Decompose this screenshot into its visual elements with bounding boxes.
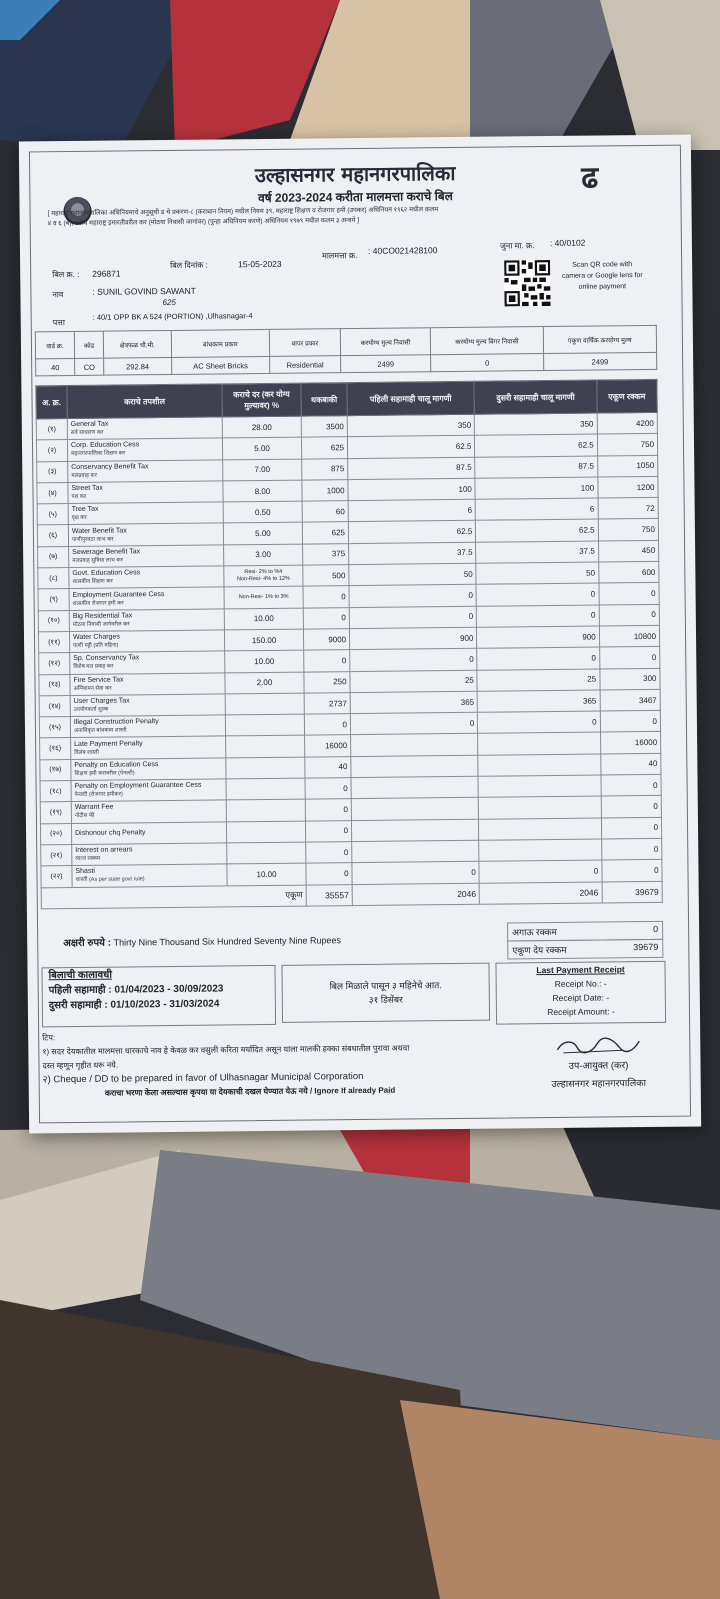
bill-date: 15-05-2023 — [238, 258, 282, 270]
second-half-period: दुसरी सहामाही : 01/10/2023 - 31/03/2024 — [48, 998, 220, 1012]
note-2: २) Cheque / DD to be prepared in favor of Ulhasnagar Municipal Corporation — [42, 1070, 364, 1086]
tax-rate: 2.00 — [225, 672, 304, 694]
tax-rate — [226, 799, 305, 821]
tax-sr: (१५) — [39, 717, 70, 739]
tax-name-marathi: पाणीपुरवठा लाभ कर — [71, 536, 114, 543]
tax-arrears: 2737 — [304, 692, 350, 714]
payment-deadline — [281, 963, 490, 1023]
tax-first-half: 62.5 — [347, 436, 475, 459]
tax-name: Fire Service Tax — [73, 676, 124, 684]
tax-second-half: 0 — [478, 711, 600, 734]
tax-name-cell — [67, 438, 222, 461]
tax-name-cell — [71, 779, 226, 802]
note-3: कराचा भरणा केला असल्यास कृपया या देयकाची दखल घेण्यात येऊ नये / Ignore If already Paid — [104, 1085, 396, 1098]
tax-name-cell — [68, 481, 223, 504]
receipt-date: Receipt Date: - — [552, 992, 610, 1004]
header-rate: कराचे दर (कर योग्य मुल्यावर) % — [222, 383, 301, 417]
tax-first-half: 100 — [348, 478, 476, 501]
tax-arrears: 250 — [304, 671, 350, 693]
tax-arrears: 9000 — [303, 629, 349, 651]
tax-sr: (१६) — [40, 738, 71, 760]
tax-name-cell — [71, 736, 226, 759]
header-area: क्षेत्रफळ चौ.मी. — [104, 330, 172, 358]
tax-first-half: 350 — [347, 414, 475, 437]
annual-value: 2499 — [543, 352, 657, 370]
tax-rate: 5.00 — [222, 437, 301, 459]
tax-arrears: 0 — [305, 820, 351, 842]
tax-sr: (१२) — [39, 653, 70, 675]
code: CO — [75, 358, 104, 375]
tax-name: Interest on arrears — [75, 846, 133, 855]
tax-name: Water Benefit Tax — [71, 527, 127, 535]
tax-rate: 5.00 — [223, 523, 302, 545]
tax-second-half: 0 — [476, 583, 598, 606]
period-title: बिलाची कालावधी — [48, 969, 112, 982]
tax-name-marathi: वृक्ष कर — [71, 515, 87, 522]
header-total: एकूण रक्कम — [596, 379, 657, 413]
tax-second-half: 37.5 — [476, 541, 598, 564]
tax-sr: (२०) — [40, 823, 71, 845]
tax-sr: (१४) — [39, 695, 70, 717]
property-no: : 40CO021428100 — [367, 245, 438, 256]
property-no-label: मालमत्ता क्र. — [321, 251, 358, 261]
tax-arrears: 500 — [303, 565, 349, 587]
tax-second-half: 87.5 — [475, 456, 597, 479]
tax-sr: (१०) — [38, 610, 69, 632]
bill-notes — [42, 1028, 410, 1102]
name-label: नाव — [52, 290, 64, 300]
total-label: एकूण — [41, 885, 306, 909]
amount-in-words — [63, 932, 341, 949]
tax-sr: (१८) — [40, 781, 71, 803]
tax-total: 0 — [602, 860, 663, 882]
tax-arrears: 0 — [304, 650, 350, 672]
total-second-half: 2046 — [479, 882, 601, 904]
tax-total: 1200 — [598, 476, 659, 498]
payable-label: एकूण देय रक्कम — [512, 944, 567, 956]
tax-total: 16000 — [600, 732, 661, 754]
corporation-logo-icon: ढ — [581, 161, 599, 195]
tax-rate — [225, 693, 304, 715]
tax-name-cell — [69, 609, 224, 632]
tax-rate — [226, 736, 305, 758]
header-second-half: दुसरी सहामाही चालू मागणी — [474, 380, 597, 414]
tax-rate: 10.00 — [225, 650, 304, 672]
payable-amount — [507, 939, 663, 960]
tax-first-half: 25 — [350, 670, 478, 693]
tax-first-half — [351, 755, 479, 778]
tax-first-half: 50 — [349, 563, 477, 586]
tax-rate — [227, 842, 306, 864]
tax-name: Late Payment Penalty — [74, 739, 143, 748]
tax-rate: 10.00 — [227, 863, 306, 885]
signatory-organization: उल्हासनगर महानगरपालिका — [551, 1078, 647, 1091]
tax-name-marathi: मलप्रवाह सुविधा लाभ कर — [72, 557, 123, 564]
tax-name-cell — [70, 672, 225, 695]
tax-arrears: 40 — [305, 756, 351, 778]
act-reference: [ महाराष्ट्र महानगरपालिका अधिनियमाचे अनुसूची ड चे प्रकरण-८ (कराधान नियम) मधील नियम ३९, महाराष्ट्र शिक्षण व रोजगार हमी (उपकर) अधिनियम १९६२ मधील कलम ४ व ६ (ब), तसेच महाराष्ट्र इमारतीवरील कर (मोठया निवासी जागांवर) (पुन्हा अधिनियम करणे) अधिनियम १९७९ मधील कलम ३ अन्वये ] — [47, 206, 439, 228]
tax-name-cell — [72, 864, 227, 887]
tax-total: 0 — [599, 647, 660, 669]
tax-name-cell — [72, 843, 227, 866]
tax-name-cell — [69, 630, 224, 653]
tax-name-marathi: शासकीय शिक्षण कर — [72, 578, 113, 586]
tax-rate: 8.00 — [223, 480, 302, 502]
tax-rate — [226, 778, 305, 800]
tax-rate: 7.00 — [223, 459, 302, 481]
tax-total: 0 — [601, 796, 662, 818]
tax-second-half — [478, 754, 600, 777]
tax-first-half — [351, 776, 479, 799]
bill-no: 296871 — [92, 268, 121, 279]
tax-name-marathi: व्याज रक्कम — [75, 855, 101, 863]
tax-name-marathi: मलप्रवाह कर — [71, 472, 97, 479]
tax-first-half: 900 — [349, 627, 477, 650]
notes-heading: टिप: — [42, 1033, 56, 1043]
header-first-half: पहिली सहामाही चालू मागणी — [347, 381, 475, 415]
tax-second-half — [479, 818, 601, 841]
property-tax-bill — [19, 135, 701, 1134]
total-arrears: 35557 — [306, 884, 352, 905]
corporation-title: उल्हासनगर महानगरपालिका — [254, 160, 456, 188]
tax-sr: (७) — [38, 546, 69, 568]
tax-arrears: 0 — [305, 778, 351, 800]
tax-name-cell — [68, 502, 223, 525]
first-half-period: पहिली सहामाही : 01/04/2023 - 30/09/2023 — [48, 983, 224, 997]
tax-total: 40 — [600, 753, 661, 775]
tax-name-cell — [69, 587, 224, 610]
bill-title: वर्ष 2023-2024 करीता मालमत्ता कराचे बिल — [257, 189, 453, 206]
tax-name-marathi: शिक्षण हमी करावरील (पेनल्टी) — [74, 770, 135, 777]
tax-name-cell — [67, 417, 222, 440]
tax-sr: (५) — [37, 504, 68, 526]
tax-name: Corp. Education Cess — [70, 441, 140, 450]
tax-sr: (११) — [38, 632, 69, 654]
tax-name: Sewerage Benefit Tax — [72, 548, 141, 556]
tax-total: 0 — [601, 774, 662, 796]
tax-name-cell — [71, 800, 226, 823]
advance-label: अगाऊ रक्कम — [512, 926, 557, 938]
tax-name-cell — [71, 822, 226, 845]
tax-second-half: 25 — [477, 669, 599, 692]
header-code: कोड — [74, 331, 103, 358]
tax-name: Tree Tax — [71, 506, 99, 514]
receipt-title: Last Payment Receipt — [536, 964, 625, 976]
header-nonresidential-value: करयोग्य मुल्य बिगर निवासी — [431, 327, 544, 355]
tax-arrears: 0 — [306, 842, 352, 864]
tax-second-half: 62.5 — [475, 434, 597, 457]
header-tax-details: कराचे तपशील — [67, 384, 222, 419]
tax-name-cell — [69, 545, 224, 568]
tax-sr: (६) — [37, 525, 68, 547]
advance-value: 0 — [653, 923, 659, 934]
tax-total: 0 — [599, 583, 660, 605]
deadline-line1: बिल मिळाले पासून ३ महिनेचे आत. — [329, 980, 442, 992]
handwritten-note: 625 — [162, 297, 176, 308]
tax-arrears: 375 — [303, 543, 349, 565]
tax-name: Illegal Construction Penalty — [73, 718, 159, 727]
tax-second-half: 6 — [475, 498, 597, 521]
area: 292.84 — [104, 357, 171, 375]
tax-second-half: 0 — [477, 605, 599, 628]
tax-total: 600 — [598, 561, 659, 583]
tax-sr: (३) — [37, 461, 68, 483]
header-construction: बांधकाम प्रकार — [171, 329, 270, 357]
tax-rate — [225, 714, 304, 736]
tax-rate — [226, 821, 305, 843]
tax-name-marathi: विशेष मल प्रवाह कर — [73, 663, 114, 671]
tax-name-marathi: पथ कर — [71, 493, 87, 501]
tax-name-marathi: अग्निशमन सेवा कर — [73, 685, 112, 692]
tax-name: Shasti — [75, 868, 95, 876]
tax-details-table — [35, 379, 662, 909]
tax-name-cell — [70, 651, 225, 674]
tax-arrears: 0 — [303, 607, 349, 629]
tax-total: 300 — [600, 668, 661, 690]
tax-sr: (१९) — [40, 802, 71, 824]
tax-total: 0 — [599, 604, 660, 626]
tax-total: 0 — [600, 711, 661, 733]
tax-rows — [36, 412, 662, 887]
tax-second-half: 900 — [477, 626, 599, 649]
tax-rate: 0.50 — [223, 501, 302, 523]
tax-name: Penalty on Employment Guarantee Cess — [74, 781, 202, 791]
receipt-amount: Receipt Amount: - — [547, 1006, 615, 1018]
tax-name-marathi: नोटीस फी — [74, 813, 95, 820]
payable-value: 39679 — [633, 941, 659, 953]
usage-type: Residential — [270, 356, 341, 374]
tax-second-half — [479, 839, 601, 862]
tax-first-half: 0 — [349, 585, 477, 608]
header-arrears: थकबाकी — [301, 383, 347, 416]
address: : 40/1 OPP BK A 524 (PORTION) ,Ulhasnagar-4 — [92, 311, 253, 322]
total-amount: 39679 — [602, 881, 663, 903]
tax-second-half: 50 — [476, 562, 598, 585]
tax-total: 72 — [598, 498, 659, 520]
tax-second-half: 100 — [475, 477, 597, 500]
tax-sr: (९) — [38, 589, 69, 611]
ward-no: 40 — [36, 358, 75, 375]
tax-name: Govt. Education Cess — [72, 569, 141, 578]
old-no: : 40/0102 — [549, 237, 586, 248]
tax-name-marathi: शास्ती (As per state govt rule) — [75, 876, 145, 884]
tax-name-marathi: सर्व साधारण कर — [70, 429, 104, 437]
tax-rate: 28.00 — [222, 416, 301, 438]
owner-name: : SUNIL GOVIND SAWANT — [92, 285, 196, 297]
tax-arrears: 625 — [302, 522, 348, 544]
tax-total: 10800 — [599, 625, 660, 647]
tax-arrears: 875 — [302, 458, 348, 480]
tax-arrears: 0 — [304, 714, 350, 736]
tax-name: Big Residential Tax — [72, 612, 133, 620]
tax-first-half: 0 — [350, 712, 478, 735]
tax-total: 750 — [597, 434, 658, 456]
total-first-half: 2046 — [352, 883, 480, 905]
tax-name: User Charges Tax — [73, 697, 130, 706]
tax-second-half: 0 — [477, 647, 599, 670]
tax-total: 750 — [598, 519, 659, 541]
tax-name-cell — [68, 523, 223, 546]
tax-first-half: 62.5 — [348, 521, 476, 544]
tax-sr: (१३) — [39, 674, 70, 696]
tax-name-marathi: शासकीय रोजगार हमी कर — [72, 599, 124, 607]
tax-name: Sp. Conservancy Tax — [73, 654, 140, 663]
tax-first-half: 87.5 — [348, 457, 476, 480]
words-value: Thirty Nine Thousand Six Hundred Seventy Nine Rupees — [113, 935, 342, 948]
tax-sr: (१७) — [40, 759, 71, 781]
tax-arrears: 0 — [306, 863, 352, 885]
property-details-table — [35, 325, 657, 377]
header-annual-value: एकूण वार्षिक करयोग्य मुल्य — [543, 325, 657, 353]
tax-rate: Resi- 2% to %4 Non-Resi- 4% to 12% — [224, 565, 303, 587]
tax-rate: 150.00 — [224, 629, 303, 651]
tax-rate: 10.00 — [224, 608, 303, 630]
tax-arrears: 1000 — [302, 480, 348, 502]
tax-arrears: 16000 — [305, 735, 351, 757]
tax-name: Penalty on Education Cess — [74, 761, 159, 769]
note-1-cont: दस्त म्हणून गृहीत धरू नये. — [42, 1060, 119, 1071]
tax-rate — [226, 757, 305, 779]
tax-name-marathi: पेनल्टी (रोजगार हमीकर) — [74, 791, 123, 799]
tax-name-marathi: विलंब शास्ती — [74, 749, 100, 756]
receipt-no: Receipt No.: - — [554, 978, 607, 989]
tax-name-marathi: उपयोगकर्ता शुल्क — [73, 706, 109, 714]
deadline-line2: ३१ डिसेंबर — [368, 994, 403, 1005]
tax-rate: Non-Resi- 1% to 3% — [224, 586, 303, 608]
tax-name-cell — [68, 460, 223, 483]
tax-first-half — [352, 840, 480, 863]
tax-first-half: 0 — [350, 649, 478, 672]
tax-name-cell — [69, 566, 224, 589]
tax-name: General Tax — [70, 420, 109, 429]
tax-arrears: 0 — [303, 586, 349, 608]
signature-icon — [553, 1035, 643, 1058]
signature-block — [528, 1035, 669, 1094]
construction-type: AC Sheet Bricks — [171, 356, 270, 374]
tax-total: 0 — [601, 838, 662, 860]
tax-name: Water Charges — [72, 633, 120, 642]
header-ward: वार्ड क्र. — [35, 331, 74, 358]
tax-first-half: 6 — [348, 499, 476, 522]
tax-second-half — [478, 732, 600, 755]
nonresidential-value: 0 — [431, 354, 543, 372]
tax-second-half: 365 — [477, 690, 599, 713]
header-usage: वापर प्रकार — [269, 329, 340, 357]
tax-name-marathi: अनाधिकृत बांधकाम शास्ती — [73, 727, 127, 735]
tax-sr: (२२) — [41, 866, 72, 888]
tax-arrears: 3500 — [301, 416, 347, 438]
tax-name: Conservancy Benefit Tax — [71, 462, 149, 471]
tax-name-cell — [71, 758, 226, 781]
tax-second-half: 62.5 — [476, 519, 598, 542]
tax-sr: (४) — [37, 482, 68, 504]
tax-sr: (८) — [38, 568, 69, 590]
tax-name-cell — [70, 715, 225, 738]
tax-name-marathi: महानगरपालिका शिक्षण कर — [71, 450, 126, 458]
qr-instruction: Scan QR code with camera or Google lens for online payment — [561, 261, 643, 291]
residential-value: 2499 — [340, 355, 431, 373]
last-payment-receipt — [495, 961, 666, 1025]
address-label: पत्ता — [52, 318, 65, 328]
tax-first-half — [351, 798, 479, 821]
tax-name-cell — [70, 694, 225, 717]
bill-period — [41, 965, 276, 1027]
tax-second-half: 0 — [479, 860, 601, 883]
tax-first-half: 0 — [352, 861, 480, 884]
tax-rate: 3.00 — [224, 544, 303, 566]
tax-sr: (२१) — [41, 844, 72, 866]
tax-first-half — [351, 819, 479, 842]
header-residential-value: करयोग्य मुल्य निवासी — [340, 328, 431, 356]
signatory-designation: उप-आयुक्त (कर) — [568, 1060, 629, 1072]
tax-name-marathi: मोठया निवासी जागेवरील कर — [72, 621, 130, 628]
words-label: अक्षरी रुपये : — [63, 937, 112, 950]
tax-second-half: 350 — [475, 413, 597, 436]
tax-first-half — [351, 734, 479, 757]
tax-second-half — [479, 796, 601, 819]
tax-name: Warrant Fee — [74, 804, 114, 812]
tax-first-half: 37.5 — [349, 542, 477, 565]
tax-name: Street Tax — [71, 484, 103, 493]
tax-total: 4200 — [597, 412, 658, 434]
tax-total: 0 — [601, 817, 662, 839]
payment-qr-code[interactable] — [504, 260, 550, 306]
tax-arrears: 625 — [301, 437, 347, 459]
old-no-label: जुना मा. क्र. — [499, 241, 535, 251]
tax-total: 3467 — [600, 689, 661, 711]
tax-total: 450 — [598, 540, 659, 562]
tax-arrears: 0 — [305, 799, 351, 821]
tax-first-half: 365 — [350, 691, 478, 714]
tax-arrears: 60 — [302, 501, 348, 523]
tax-name-marathi: पाणी पट्टी (प्रति महिना) — [73, 642, 119, 650]
tax-first-half: 0 — [349, 606, 477, 629]
tax-name: Dishonour chq Penalty — [75, 829, 146, 837]
bill-date-label: बिल दिनांक : — [170, 260, 208, 270]
tax-sr: (२) — [36, 440, 67, 462]
tax-second-half — [478, 775, 600, 798]
tax-total: 1050 — [597, 455, 658, 477]
header-sr: अ. क्र. — [36, 386, 67, 419]
note-1: १) सदर देयकातील मालमत्ता धारकाचे नाव हे केवळ कर वसुली करिता मर्यादित असून याला मालकी हक्का संबधातील पुरावा अथवा — [42, 1043, 410, 1057]
tax-name: Employment Guarantee Cess — [72, 590, 165, 599]
tax-sr: (१) — [36, 419, 67, 441]
bill-no-label: बिल क्र. : — [52, 269, 80, 280]
